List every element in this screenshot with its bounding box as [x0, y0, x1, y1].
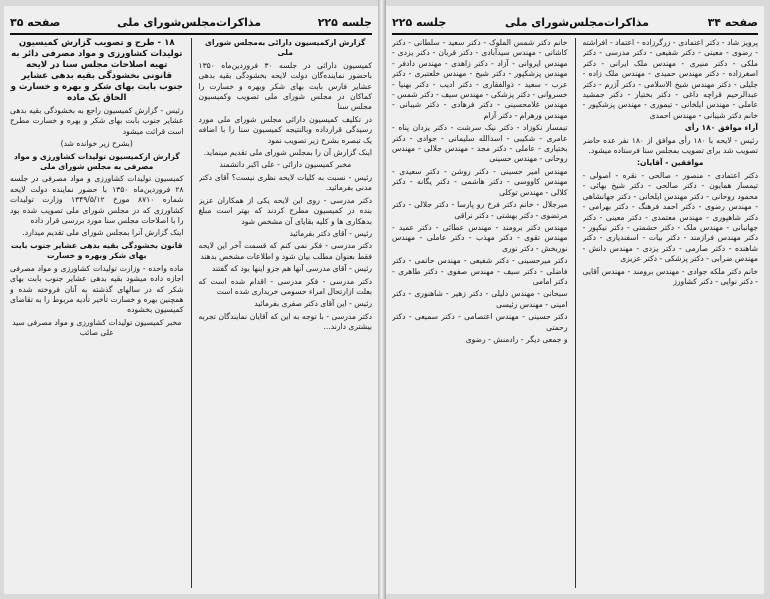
header-title: مذاکرات‌مجلس‌شورای ملی: [117, 15, 262, 29]
paragraph: خانم دکتر شمس الملوک - دکتر سعید - سلطانی - دکتر کاشانی - مهندس سیدآبادی - دکتر قربان - دکتر یزدی - مهندس ایروانی - آزاد - دکتر زاهدی - مهندس دادفر - مهندس پزشکپور - دکتر شیخ - مهندس خلعتبری - دکتر عرب - سعید - ذوالفقاری - دکتر ادیب - دکتر بهنیا - خسروانی - دکتر پزشکی - مهندس سیف - دکتر شمس - مهندس غلامحسینی - دکتر فرهادی - دکتر شیبانی - مهندس ورهرام - دکتر آرام: [392, 38, 568, 120]
paragraph: اینک گزارش آن را بمجلس شورای ملی تقدیم مینماید.: [203, 148, 372, 158]
paragraph: رئیس - نسبت به کلیات لایحه نظری نیست؟ آقای دکتر مدنی بفرمائید.: [198, 172, 372, 193]
paragraph: کمیسیون تولیدات کشاورزی و مواد مصرفی در جلسه ۲۸ فروردین‌ماه ۱۳۵۰ با حضور نماینده دولت لایحه شماره ۸۷۱۰ مورخ ۱۳۴۹/۵/۱۲ وزارت تولیدات کشاورزی که در مجلس شورای ملی تصویب شده بود را با اصلاحات مجلس سنا مورد بررسی قرار داده: [10, 174, 184, 226]
column-right: [583, 38, 759, 588]
session-number: جلسه ۲۲۵: [392, 15, 447, 29]
paragraph: رئیس - آقای دکتر بفرمائید: [289, 228, 372, 238]
paragraph: اینک گزارش آنرا بمجلس شورای ملی تقدیم میدارد.: [22, 228, 184, 238]
page-number: صفحه ۳۵: [10, 15, 61, 29]
text-columns: [392, 38, 758, 588]
paragraph: دکتر میرحسینی - دکتر شفیعی - مهندس حاتمی - دکتر فاضلی - دکتر سیف - مهندس صفوی - دکتر طاهری - دکتر امامی: [392, 256, 568, 286]
text-columns: [10, 38, 372, 588]
paragraph: خانم دکتر ملکه جوادی - مهندس برومند - مهندس آقایی - دکتر نوایی - دکتر کشاورز: [582, 266, 758, 286]
column-left: [10, 38, 184, 588]
paragraph: مهندس دکتر برومند - مهندس عطائی - دکتر عمید - مهندس تقوی - دکتر مهذب - دکتر عاملی - مهندس نوربخش - دکتر نوری: [392, 222, 568, 253]
paragraph: میرجلال - خانم دکتر فرخ رو پارسا - دکتر جلالی - دکتر مرتضوی - دکتر بهشتی - دکتر نراقی: [392, 200, 568, 220]
paragraph: دکتر حسینی - مهندس اعتصامی - دکتر سمیعی - دکتر رحمتی: [392, 312, 568, 332]
left-page: [4, 6, 378, 594]
paragraph: رئیس - این آقای دکتر صفری بفرمائید: [254, 299, 372, 309]
paragraph: دکتر اعتمادی - منصور - صالحی - نقره - اصولی - تیمسار همایون - دکتر صالحی - دکتر شیخ بهائی - محمود روحانی - دکتر مهندس ایلخانی - دکتر جهانشاهی - مهندس رضوی - دکتر احمد فرهنگ - دکتر بهرامی - دکتر شاهپوری - مهندس معتمدی - دکتر معینی - دکتر جهانبانی - مهندس ملک - دکتر حشمتی - دکتر نیکپور - دکتر مهندس فرازمند - دکتر بیات - اسفندیاری - دکتر شاهنده - دکتر صارمی - دکتر یزدی - مهندس دانش - مهندس ضرابی - دکتر پزشکی - دکتر عزیزی: [582, 170, 758, 264]
report-heading: گزارش ازکمیسیون دارائی به‌مجلس شورای ملی: [205, 38, 366, 58]
paragraph: ماده واحده - وزارت تولیدات کشاورزی و مواد مصرفی اجازه داده میشود بقیه بدهی عشایر جنوب بابت بهای شکر که در سالهای گذشته به آنان فروخته شده و همچنین بهره و خسارت تأخیر تأدیه مربوط را به تقاضای کمیسیون بخشوده: [10, 263, 184, 315]
column-divider: [191, 38, 192, 588]
header-rule: [10, 33, 372, 35]
page-header: [10, 12, 372, 32]
vote-count: آراء موافق ۱۸۰ رأی: [684, 123, 758, 133]
paragraph: دکتر مدرسی - با توجه به این که آقایان نمایندگان تجربه بیشتری دارند...: [198, 311, 372, 332]
page-number: صفحه ۳۴: [707, 15, 758, 29]
paragraph: دکتر مدرسی - روی این لایحه یکی از همکاران عزیز بنده در کمیسیون مطرح کردند که بهتر است مبلغ بدهکاری ها و کلیه بقایای آن مشخص شود: [198, 195, 372, 226]
paragraph: مهندس امیر حسینی - دکتر روشن - دکتر سعیدی - مهندس کاووسی - دکتر هاشمی - دکتر یگانه - دکتر کلالی - مهندس توکلی: [392, 166, 568, 197]
section-title: ۱۸ - طرح و تصویب گزارش کمیسیون تولیدات کشاورزی و مواد مصرفی دائر به تهیه اصلاحات مجلس سنا در لایحه قانونی بخشودگی بقیه بدهی عشایر جنوب بابت بهای شکر و بهره و خسارت و الحاق یک ماده: [10, 38, 183, 103]
paragraph: دکتر مدرسی - فکر نمی کنم که قسمت آخر این لایحه فقط بعنوان مطلب بیان شود و اطلاعات مشخص بدهند: [198, 241, 372, 261]
reading-note: (بشرح زیر خوانده شد): [60, 139, 133, 149]
paragraph: رئیس - گزارش کمیسیون راجع به بخشودگی بقیه بدهی عشایر جنوب بابت بهای شکر و بهره و خسارت مطرح است قرائت میشود: [10, 106, 184, 136]
paragraph: در تکلیف کمیسیون دارائی مجلس شورای ملی مورد رسیدگی قرارداده وبالنتیجه کمیسیون سنا را با اضافه یک تبصره بشرح زیر تصویب نمود: [198, 114, 372, 145]
book-gutter: [378, 0, 386, 599]
law-title: قانون بخشودگی بقیه بدهی عشایر جنوب بابت بهای شکر وبهره و خسارت: [10, 240, 183, 261]
paragraph: دکتر مدرسی - فکر مدرسی - اقدام شده است که بعلت ازارتحال امراء حسومی خریداری شده است: [198, 276, 372, 296]
supporters-heading: موافقین - آقایان:: [636, 158, 704, 168]
page-header: [392, 12, 758, 32]
session-number: جلسه ۲۲۵: [317, 15, 372, 29]
column-divider: [575, 38, 576, 588]
paragraph: کمیسیون دارائی در جلسه ۳۰ فروردین‌ماه ۱۳۵۰ باحضور نماینده‌گان دولت لایحه بخشودگی بقیه بدهی عشایر فارس بابت بهای شکر وبهره و خسارت را کماکان در مجلس شورای ملی تصویب وکمیسیون مجلس سنا: [198, 60, 372, 112]
paragraph: پرویز شاد - دکتر اعتمادی - زرگرزاده - اعتماد - افراشته - رضوی - معینی - دکتر شفیعی - دکتر مدرسی - دکتر ملکی - دکتر منیری - مهندس ملک ایرانی - دکتر اصغرزاده - دکتر مهندس حمیدی - مهندس ملک زاده - جلیلی - دکتر مهندس شیخ الاسلامی - دکتر آزرم - دکتر عبدالرحیم قراچه داغی - دکتر بختیار - دکتر جمشید عاملی - مهندس ایلخانی - تیموری - مهندس پزشکپور - خانم دکتر شیبانی - مهندس احمدی: [582, 38, 758, 120]
paragraph: تیمسار نکوزاد - دکتر نیک سرشت - دکتر یزدان پناه - عامری - شکیبی - اسدالله سلیمانی - جوادی - دکتر بختیاری - عاملی - دکتر مجد - مهندس جلالی - مهندس روحانی - مهندس حسینی: [392, 123, 568, 164]
paragraph: و جمعی دیگر - رادمنش - رضوی: [465, 334, 568, 344]
header-rule: [392, 33, 758, 35]
paragraph: رئیس - لایحه با ۱۸۰ رأی موافق از ۱۸۰ نفر عده حاضر تصویب شد برای تصویب بمجلس سنا فرستاده میشود.: [582, 135, 758, 156]
right-page: [386, 6, 764, 594]
report-heading: گزارش ازکمیسیون تولیدات کشاورزی و مواد مصرفی به مجلس شورای ملی: [13, 151, 180, 172]
column-left: [392, 38, 568, 588]
signature-line: مخبر کمیسیون دارائی - علی اکبر دانشمند: [219, 160, 352, 170]
signature-line: مخبر کمیسیون تولیدات کشاورزی و مواد مصرفی سید علی صائب: [12, 317, 182, 338]
column-right: [199, 38, 373, 588]
header-title: مذاکرات‌مجلس‌شورای ملی: [504, 15, 649, 29]
paragraph: رئیس - آقای مدرسی آنها هم جزو اینها بود که گفتند: [211, 264, 372, 274]
paragraph: سبحانی - مهندس دلیلی - دکتر زهیر - شاهنوری - دکتر امینی - مهندس رئیسی: [392, 289, 568, 309]
